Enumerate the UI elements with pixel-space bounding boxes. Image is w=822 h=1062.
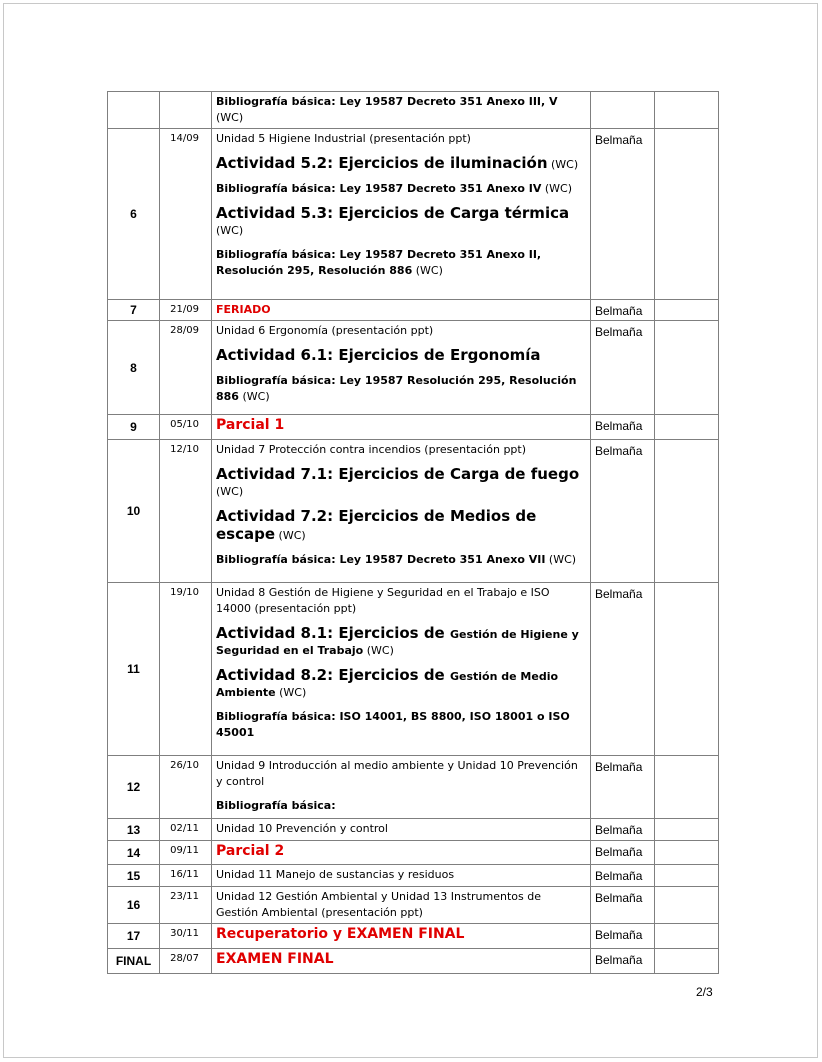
instructor: Belmaña (591, 924, 655, 949)
content-paragraph (216, 798, 586, 814)
class-content (212, 841, 591, 865)
table-row (108, 321, 719, 415)
content-text: Unidad 12 Gestión Ambiental y Unidad 13 Instrumentos de Gestión Ambiental (presentación ppt) (216, 890, 541, 919)
class-content (212, 887, 591, 924)
content-text: Unidad 7 Protección contra incendios (presentación ppt) (216, 443, 527, 456)
content-text: Unidad 6 Ergonomía (presentación ppt) (216, 324, 434, 337)
content-text: (WC) (547, 158, 579, 171)
content-paragraph (216, 302, 586, 318)
content-text: Gestión de Higiene y Seguridad en el Trabajo (216, 628, 579, 657)
extra-cell (655, 819, 719, 841)
content-text: Unidad 11 Manejo de sustancias y residuos (216, 868, 455, 881)
class-date: 14/09 (160, 129, 212, 300)
class-date: 12/10 (160, 440, 212, 583)
instructor (591, 92, 655, 129)
extra-cell (655, 321, 719, 415)
class-content (212, 865, 591, 887)
content-paragraph (216, 247, 586, 279)
content-text: Parcial 2 (216, 843, 285, 859)
class-date: 28/09 (160, 321, 212, 415)
class-content (212, 300, 591, 321)
content-text: Bibliografía básica: (216, 799, 336, 812)
page-number: 2/3 (696, 985, 713, 999)
content-text: (WC) (238, 390, 270, 403)
class-content (212, 583, 591, 756)
content-text: Bibliografía básica: ISO 14001, BS 8800, ISO 18001 o ISO 45001 (216, 710, 570, 739)
content-paragraph (216, 951, 586, 968)
schedule-table (107, 91, 719, 974)
extra-cell (655, 865, 719, 887)
table-row (108, 300, 719, 321)
week-number: 8 (108, 321, 160, 415)
content-paragraph (216, 758, 586, 790)
content-text: Actividad 8.1: Ejercicios de (216, 624, 450, 642)
content-paragraph (216, 205, 586, 239)
content-text: EXAMEN FINAL (216, 951, 334, 967)
class-content (212, 949, 591, 974)
content-text: Unidad 10 Prevención y control (216, 822, 388, 835)
content-paragraph (216, 373, 586, 405)
content-paragraph (216, 131, 586, 147)
week-number: 10 (108, 440, 160, 583)
instructor: Belmaña (591, 129, 655, 300)
content-text: (WC) (275, 686, 307, 699)
table-row (108, 841, 719, 865)
content-paragraph (216, 417, 586, 434)
content-text: Actividad 5.2: Ejercicios de iluminación (216, 154, 548, 172)
instructor: Belmaña (591, 440, 655, 583)
content-paragraph (216, 442, 586, 458)
week-number: 11 (108, 583, 160, 756)
class-content (212, 129, 591, 300)
content-text: (WC) (412, 264, 443, 277)
content-text: Bibliografía básica: Ley 19587 Decreto 351 Anexo VII (216, 553, 546, 566)
class-content (212, 756, 591, 819)
content-paragraph (216, 94, 586, 126)
content-paragraph (216, 667, 586, 701)
class-date: 28/07 (160, 949, 212, 974)
instructor: Belmaña (591, 865, 655, 887)
week-number: 9 (108, 415, 160, 440)
content-text: Bibliografía básica: Ley 19587 Decreto 351 Anexo II, Resolución 295, Resolución 886 (216, 248, 542, 277)
instructor: Belmaña (591, 819, 655, 841)
extra-cell (655, 300, 719, 321)
instructor: Belmaña (591, 949, 655, 974)
extra-cell (655, 756, 719, 819)
content-text: (WC) (216, 485, 244, 498)
week-number: 15 (108, 865, 160, 887)
table-row (108, 129, 719, 300)
extra-cell (655, 415, 719, 440)
table-row (108, 949, 719, 974)
table-row (108, 924, 719, 949)
instructor: Belmaña (591, 756, 655, 819)
table-row (108, 583, 719, 756)
extra-cell (655, 841, 719, 865)
class-content (212, 415, 591, 440)
content-text: Actividad 5.3: Ejercicios de Carga térmica (216, 204, 570, 222)
extra-cell (655, 949, 719, 974)
instructor: Belmaña (591, 583, 655, 756)
week-number: 6 (108, 129, 160, 300)
content-paragraph (216, 181, 586, 197)
class-date: 19/10 (160, 583, 212, 756)
week-number (108, 92, 160, 129)
content-text: Bibliografía básica: Ley 19587 Resolución 295, Resolución 886 (216, 374, 577, 403)
content-paragraph (216, 466, 586, 500)
content-paragraph (216, 585, 586, 617)
content-text: Bibliografía básica: Ley 19587 Decreto 351 Anexo IV (216, 182, 542, 195)
table-row (108, 887, 719, 924)
content-text: Recuperatorio y EXAMEN FINAL (216, 926, 465, 942)
instructor: Belmaña (591, 887, 655, 924)
extra-cell (655, 924, 719, 949)
content-text: Actividad 7.2: Ejercicios de Medios de escape (216, 507, 537, 543)
content-paragraph (216, 508, 586, 544)
content-paragraph (216, 347, 586, 365)
table-row (108, 92, 719, 129)
content-text: Parcial 1 (216, 417, 285, 433)
content-text: (WC) (216, 111, 244, 124)
class-date: 26/10 (160, 756, 212, 819)
content-paragraph (216, 926, 586, 943)
extra-cell (655, 92, 719, 129)
content-text: Bibliografía básica: Ley 19587 Decreto 351 Anexo III, V (216, 95, 558, 108)
content-paragraph (216, 709, 586, 741)
week-number: 16 (108, 887, 160, 924)
content-paragraph (216, 625, 586, 659)
week-number: 14 (108, 841, 160, 865)
content-text: (WC) (275, 529, 306, 542)
content-text: (WC) (545, 553, 577, 566)
class-date: 21/09 (160, 300, 212, 321)
week-number: 13 (108, 819, 160, 841)
class-date: 16/11 (160, 865, 212, 887)
class-date: 30/11 (160, 924, 212, 949)
table-row (108, 415, 719, 440)
week-number: FINAL (108, 949, 160, 974)
content-text: Unidad 5 Higiene Industrial (presentación ppt) (216, 132, 471, 145)
content-paragraph (216, 155, 586, 173)
content-text: (WC) (216, 224, 244, 237)
content-text: Unidad 9 Introducción al medio ambiente y Unidad 10 Prevención y control (216, 759, 578, 788)
week-number: 12 (108, 756, 160, 819)
instructor: Belmaña (591, 841, 655, 865)
table-row (108, 440, 719, 583)
content-paragraph (216, 867, 586, 883)
table-row (108, 756, 719, 819)
content-paragraph (216, 843, 586, 860)
class-date (160, 92, 212, 129)
content-text: FERIADO (216, 303, 271, 316)
class-content (212, 92, 591, 129)
week-number: 7 (108, 300, 160, 321)
table-row (108, 819, 719, 841)
class-date: 23/11 (160, 887, 212, 924)
content-text: Actividad 8.2: Ejercicios de (216, 666, 450, 684)
content-text: Unidad 8 Gestión de Higiene y Seguridad en el Trabajo e ISO 14000 (presentación ppt) (216, 586, 550, 615)
extra-cell (655, 887, 719, 924)
extra-cell (655, 583, 719, 756)
class-content (212, 924, 591, 949)
extra-cell (655, 129, 719, 300)
instructor: Belmaña (591, 415, 655, 440)
content-text: Actividad 6.1: Ejercicios de Ergonomía (216, 346, 541, 364)
content-text: (WC) (363, 644, 394, 657)
class-date: 09/11 (160, 841, 212, 865)
class-content (212, 440, 591, 583)
content-paragraph (216, 323, 586, 339)
class-date: 02/11 (160, 819, 212, 841)
content-text: Gestión de Medio Ambiente (216, 670, 559, 699)
class-content (212, 819, 591, 841)
content-paragraph (216, 552, 586, 568)
class-date: 05/10 (160, 415, 212, 440)
instructor: Belmaña (591, 300, 655, 321)
extra-cell (655, 440, 719, 583)
content-text: Actividad 7.1: Ejercicios de Carga de fuego (216, 465, 580, 483)
content-paragraph (216, 821, 586, 837)
class-content (212, 321, 591, 415)
content-paragraph (216, 889, 586, 921)
content-text: (WC) (541, 182, 572, 195)
instructor: Belmaña (591, 321, 655, 415)
week-number: 17 (108, 924, 160, 949)
table-row (108, 865, 719, 887)
